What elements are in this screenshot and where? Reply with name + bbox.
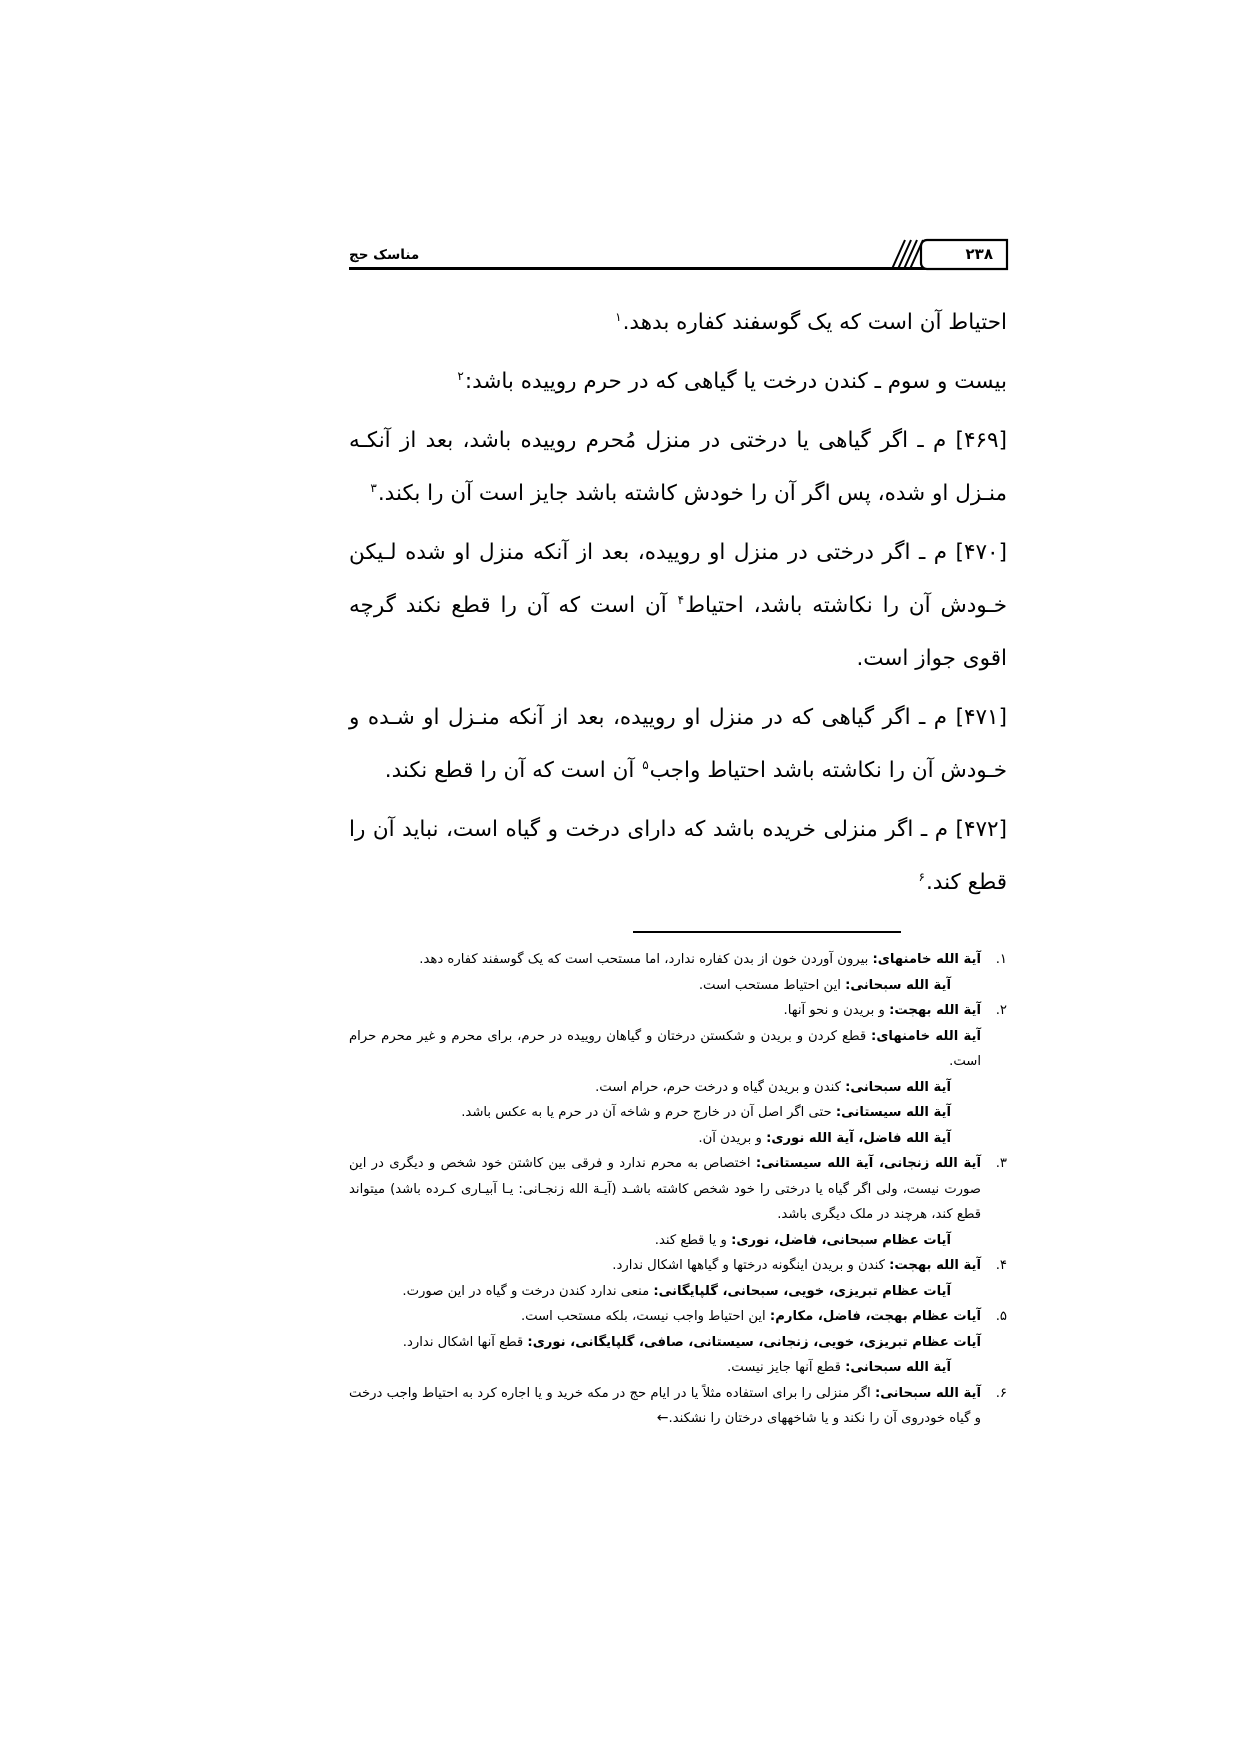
footnote-authority: آیة الله خامنهای: [872, 952, 981, 967]
footnote-authority: آیة الله سیستانی: [835, 1105, 951, 1120]
paragraph-text-after: آن است که آن را قطع نکند گرچه اقوی جواز است. [349, 593, 1007, 671]
footnote-text: بیرون آوردن خون از بدن کفاره ندارد، اما مستحب است که یک گوسفند کفاره دهد. [419, 952, 873, 967]
footnote-marker: ۶. [995, 1385, 1007, 1401]
footnote-separator-rule [633, 931, 901, 933]
footnote-body [349, 1304, 981, 1381]
footnote-authority: آیة الله سبحانی: [845, 977, 951, 993]
footnote-authority: آیات عظام تبریزی، خویی، زنجانی، سیستانی، صافی، گلپایگانی، نوری: [527, 1334, 981, 1350]
footnote-text: این احتیاط واجب نیست، بلکه مستحب است. [520, 1309, 770, 1324]
footnote-authority: آیة الله زنجانی، آیة الله سیستانی: [755, 1156, 981, 1171]
footnote-body [349, 1253, 981, 1304]
paragraph-471 [349, 691, 1007, 797]
footnote-text: اگر منزلی را برای استفاده مثلاً یا در ایام حج در مکه خرید و یا اجاره کرد به احتیاط واجب درخت و گیاه خودروی آن را نکند و یا شاخههای درختان را نشکند. [349, 1385, 981, 1426]
footnote-line [349, 1279, 981, 1305]
footnote-line [349, 1355, 981, 1381]
footnote-authority: آیات عظام سبحانی، فاضل، نوری: [731, 1232, 951, 1248]
footnote-authority: آیة الله سبحانی: [845, 1079, 951, 1095]
paragraph-469 [349, 414, 1007, 520]
footnote-body [349, 1151, 981, 1253]
paragraph-470 [349, 526, 1007, 685]
footnote-line [349, 1304, 981, 1330]
footnote-marker: ۵. [995, 1309, 1007, 1324]
book-title: مناسک حج [349, 247, 420, 263]
body-text [349, 296, 1007, 909]
footnote-ref: ۴ [677, 592, 685, 607]
footnote-item [349, 1304, 1007, 1381]
footnote-authority: آیة الله سبحانی: [874, 1385, 981, 1401]
footnote-authority: آیات عظام تبریزی، خویی، سبحانی، گلپایگانی: [653, 1283, 951, 1299]
footnote-line [349, 1228, 981, 1254]
footnote-text: کندن و بریدن گیاه و درخت حرم، حرام است. [595, 1079, 846, 1095]
footnote-item [349, 1381, 1007, 1432]
page-content-column [349, 0, 1007, 1432]
footnote-authority: آیة الله بهجت: [889, 1003, 981, 1018]
footnote-text: حتی اگر اصل آن در خارج حرم و شاخه آن در حرم یا به عکس باشد. [461, 1105, 836, 1120]
footnote-line [349, 1024, 981, 1075]
running-header [349, 226, 1007, 270]
footnote-item [349, 1253, 1007, 1304]
footnote-line [349, 1100, 981, 1126]
footnote-authority: آیة الله سبحانی: [845, 1360, 951, 1375]
footnote-ref: ۳ [370, 480, 377, 495]
footnote-line [349, 1381, 981, 1432]
footnote-line [349, 1151, 981, 1228]
footnote-authority: آیة الله بهجت: [889, 1258, 981, 1273]
paragraph-continuation [349, 296, 1007, 349]
paragraph-text: [۴۷۱] م ـ اگر گیاهی که در منزل او روییده، بعد از آنکه منـزل او شـده و خـودش آن را نکاشته باشد احتیاط واجب [349, 705, 1007, 783]
footnote-ref: ۵ [642, 757, 649, 772]
footnote-authority: آیة الله فاضل، آیة الله نوری: [766, 1130, 951, 1146]
footnote-ref: ۶ [918, 869, 925, 884]
footnote-marker: ۳. [995, 1156, 1007, 1171]
footnote-line [349, 947, 981, 973]
footnote-text: قطع کردن و بریدن و شکستن درختان و گیاهان روییده در حرم، برای محرم و غیر محرم حرام است. [349, 1028, 981, 1069]
paragraph-text-after: آن است که آن را قطع نکند. [384, 758, 642, 783]
paragraph-text: [۴۷۲] م ـ اگر منزلی خریده باشد که دارای درخت و گیاه است، نباید آن را قطع کند. [349, 817, 1007, 895]
footnote-line [349, 1253, 981, 1279]
paragraph-heading-twentythird [349, 355, 1007, 408]
paragraph-text: [۴۶۹] م ـ اگر گیاهی یا درختی در منزل مُحرم روییده باشد، بعد از آنکـه منـزل او شده، پس اگر آن را خودش کاشته باشد جایز است آن را بکند. [349, 428, 1007, 506]
footnote-text: و بریدن آن. [698, 1130, 767, 1146]
paragraph-472 [349, 803, 1007, 909]
footnote-body [349, 947, 981, 998]
footnote-text: و بریدن و نحو آنها. [783, 1003, 890, 1018]
continuation-arrow-icon: ← [656, 1410, 669, 1426]
footnote-authority: آیة الله خامنهای: [871, 1028, 981, 1044]
paragraph-text: احتیاط آن است که یک گوسفند کفاره بدهد. [622, 310, 1007, 335]
footnote-ref: ۲ [457, 368, 464, 383]
footnote-text: و یا قطع کند. [654, 1232, 732, 1248]
footnote-text: کندن و بریدن اینگونه درختها و گیاهها اشکال ندارد. [612, 1258, 890, 1273]
footnote-item [349, 998, 1007, 1151]
paragraph-text: بیست و سوم ـ کندن درخت یا گیاهی که در حرم روییده باشد: [464, 369, 1007, 394]
footnotes-section [349, 947, 1007, 1432]
footnote-line [349, 1126, 981, 1152]
page-number: ۲۳۸ [965, 245, 993, 263]
footnote-body [349, 998, 981, 1151]
footnote-text: اختصاص به محرم ندارد و فرقی بین کاشتن خود شخص و دیگری در این صورت نیست، ولی اگر گیاه یا درختی را خود شخص کاشته باشـد (آیـة الله زنجـانی: یـا آبیـاری کـرده باشد) میتواند قطع کند، هرچند در ملک دیگری باشد. [349, 1156, 981, 1222]
footnote-marker: ۲. [995, 1003, 1007, 1018]
footnote-marker: ۴. [995, 1258, 1007, 1273]
footnote-authority: آیات عظام بهجت، فاضل، مکارم: [769, 1309, 981, 1324]
footnote-line [349, 998, 981, 1024]
footnote-text: این احتیاط مستحب است. [698, 977, 846, 993]
footnote-item [349, 947, 1007, 998]
footnote-text: منعی ندارد کندن درخت و گیاه در این صورت. [402, 1283, 654, 1299]
footnote-line [349, 1330, 981, 1356]
paragraph-text: [۴۷۰] م ـ اگر درختی در منزل او روییده، بعد از آنکه منزل او شده لـیکن خـودش آن را نکاشته باشد، احتیاط [349, 540, 1007, 618]
footnote-text: قطع آنها اشکال ندارد. [402, 1334, 528, 1350]
footnote-line [349, 973, 981, 999]
footnote-ref: ۱ [615, 309, 622, 324]
footnote-body [349, 1381, 981, 1432]
footnote-line [349, 1075, 981, 1101]
footnote-text: قطع آنها جایز نیست. [727, 1360, 846, 1375]
footnote-item [349, 1151, 1007, 1253]
footnote-marker: ۱. [995, 952, 1007, 967]
